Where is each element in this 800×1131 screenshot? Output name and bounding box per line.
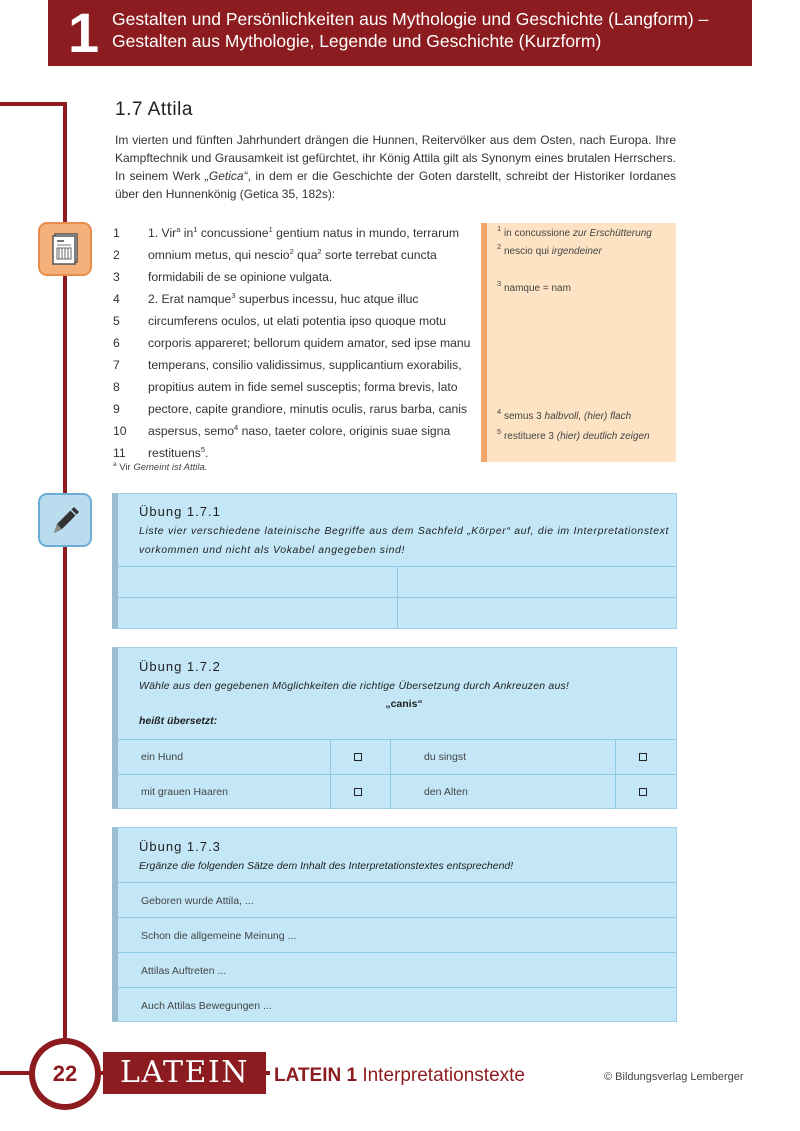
exercise-3 xyxy=(112,827,677,1022)
line-text: omnium metus, qui nescio$^2$ qua$^2$ sorte terrebat cuncta xyxy=(148,247,437,262)
chapter-header xyxy=(48,0,752,66)
document-icon xyxy=(38,222,92,276)
sentence-prompt[interactable]: Attilas Auftreten ... xyxy=(141,965,227,977)
divider xyxy=(118,774,676,775)
exercise-word: „canis“ xyxy=(385,698,423,710)
latin-line xyxy=(113,354,473,376)
line-number: 5 xyxy=(113,314,120,328)
sentence-prompt[interactable]: Auch Attilas Bewegungen ... xyxy=(141,1000,272,1012)
exercise-title: Übung 1.7.3 xyxy=(139,839,221,854)
line-text: aspersus, semo$^4$ naso, taeter colore, originis suae signa xyxy=(148,423,451,438)
latin-line xyxy=(113,398,473,420)
rail-top xyxy=(0,102,67,106)
latin-footnote: $^a$ Vir Gemeint ist Attila. xyxy=(113,461,208,473)
line-text: 2. Erat namque$^3$ superbus incessu, huc atque illuc xyxy=(148,291,419,306)
latin-line xyxy=(113,222,473,244)
exercise-instruction: Liste vier verschiedene lateinische Begriffe aus dem Sachfeld „Körper“ auf, die im Interpretationstext vorkommen und nicht als Vokabel angegeben sind! xyxy=(139,525,669,556)
series-title xyxy=(274,1065,525,1087)
line-text: pectore, capite grandiore, minutis oculis, rarus barba, canis xyxy=(148,402,468,416)
vocabulary-item: $^3$ namque = nam xyxy=(497,279,571,294)
latin-line xyxy=(113,332,473,354)
option-checkbox[interactable] xyxy=(354,788,362,796)
section-title: 1.7 Attila xyxy=(115,99,193,120)
line-text: propitius autem in fide semel susceptis; forma brevis, lato xyxy=(148,380,458,394)
page-number-badge xyxy=(29,1038,101,1110)
line-number: 11 xyxy=(113,446,126,460)
document-icon-graphic xyxy=(40,224,90,274)
divider xyxy=(330,739,331,809)
line-text: corporis appareret; bellorum quidem amator, sed ipse manu xyxy=(148,336,471,350)
divider xyxy=(118,952,676,953)
exercise-prompt: heißt übersetzt: xyxy=(139,715,218,727)
vocabulary-item: $^2$ nescio qui irgendeiner xyxy=(497,242,602,257)
option-label: mit grauen Haaren xyxy=(141,786,228,798)
latein-logo: LATEIN xyxy=(103,1052,266,1094)
line-text: 1. Vir$^a$ $in^1$ concussione$^1$ gentium natus in mundo, terrarum xyxy=(148,225,460,240)
divider xyxy=(397,566,398,629)
line-number: 1 xyxy=(113,226,120,240)
answer-cell[interactable] xyxy=(126,602,392,624)
intro-paragraph xyxy=(115,131,676,203)
chapter-title-line-1: Gestalten und Persönlichkeiten aus Mythologie und Geschichte (Langform) – xyxy=(112,9,709,29)
line-text: circumferens oculos, ut elati potentia ipso quoque motu xyxy=(148,314,447,328)
answer-cell[interactable] xyxy=(404,602,670,624)
answer-cell[interactable] xyxy=(404,572,670,594)
option-checkbox[interactable] xyxy=(354,753,362,761)
publisher: © Bildungsverlag Lemberger xyxy=(604,1071,744,1083)
vocabulary-item: $^1$ in concussione zur Erschütterung xyxy=(497,224,652,239)
sentence-prompt[interactable]: Schon die allgemeine Meinung ... xyxy=(141,930,297,942)
option-label: du singst xyxy=(424,751,467,763)
option-checkbox[interactable] xyxy=(639,753,647,761)
divider xyxy=(118,917,676,918)
series-title-bold: LATEIN 1 xyxy=(274,1065,358,1086)
option-checkbox[interactable] xyxy=(639,788,647,796)
vocabulary-item: $^5$ restituere 3 (hier) deutlich zeigen xyxy=(497,427,650,442)
line-text: formidabili de se opinione vulgata. xyxy=(148,270,333,284)
line-number: 7 xyxy=(113,358,120,372)
option-label: den Alten xyxy=(424,786,468,798)
intro-work-title: „Getica“ xyxy=(204,169,248,183)
option-label: ein Hund xyxy=(141,751,184,763)
exercise-1 xyxy=(112,493,677,629)
exercise-2 xyxy=(112,647,677,809)
latin-line xyxy=(113,310,473,332)
exercise-instruction: Wähle aus den gegebenen Möglichkeiten die richtige Übersetzung durch Ankreuzen aus! xyxy=(139,680,570,692)
chapter-title-line-2: Gestalten aus Mythologie, Legende und Geschichte (Kurzform) xyxy=(112,31,602,51)
divider xyxy=(615,739,616,809)
line-number: 9 xyxy=(113,402,120,416)
line-number: 3 xyxy=(113,270,120,284)
intro-text-a: Im vierten und fünften Jahrhundert drängen die Hunnen, Reitervölker aus dem Osten, nach Europa. Ihre Kampftechnik und Grausamkeit ist gefürchtet, ihr König Attila gilt als Synonym eines brutalen Herrschers. In seinem Werk xyxy=(115,133,676,183)
latin-line xyxy=(113,266,473,288)
exercise-title: Übung 1.7.1 xyxy=(139,504,221,519)
line-number: 2 xyxy=(113,248,120,262)
line-number: 4 xyxy=(113,292,120,306)
line-number: 6 xyxy=(113,336,120,350)
intro-text-b: , in dem er die Geschichte der Goten darstellt, schreibt der Historiker Iordanes über den Hunnenkönig (Getica 35, 182s): xyxy=(115,169,676,201)
page-number: 22 xyxy=(35,1044,95,1104)
chapter-title xyxy=(112,8,708,52)
latin-text xyxy=(113,222,473,464)
line-text: restituens$^5$. xyxy=(148,445,209,460)
pencil-icon xyxy=(38,493,92,547)
divider xyxy=(118,882,676,883)
pencil-icon-graphic xyxy=(40,495,90,545)
exercise-title: Übung 1.7.2 xyxy=(139,659,221,674)
line-number: 10 xyxy=(113,424,127,438)
sentence-prompt[interactable]: Geboren wurde Attila, ... xyxy=(141,895,254,907)
latin-line xyxy=(113,244,473,266)
chapter-number: 1 xyxy=(68,1,100,64)
line-number: 8 xyxy=(113,380,120,394)
divider xyxy=(390,739,391,809)
divider xyxy=(118,987,676,988)
latin-line xyxy=(113,288,473,310)
exercise-instruction: Ergänze die folgenden Sätze dem Inhalt des Interpretationstextes entsprechend! xyxy=(139,860,514,872)
latin-line xyxy=(113,420,473,442)
line-text: temperans, consilio validissimus, supplicantium exorabilis, xyxy=(148,358,462,372)
vocabulary-box xyxy=(481,223,676,462)
series-title-rest: Interpretationstexte xyxy=(357,1065,525,1086)
latin-line xyxy=(113,376,473,398)
answer-cell[interactable] xyxy=(126,572,392,594)
divider xyxy=(118,739,676,740)
vocabulary-item: $^4$ semus 3 halbvoll, (hier) flach xyxy=(497,407,632,422)
